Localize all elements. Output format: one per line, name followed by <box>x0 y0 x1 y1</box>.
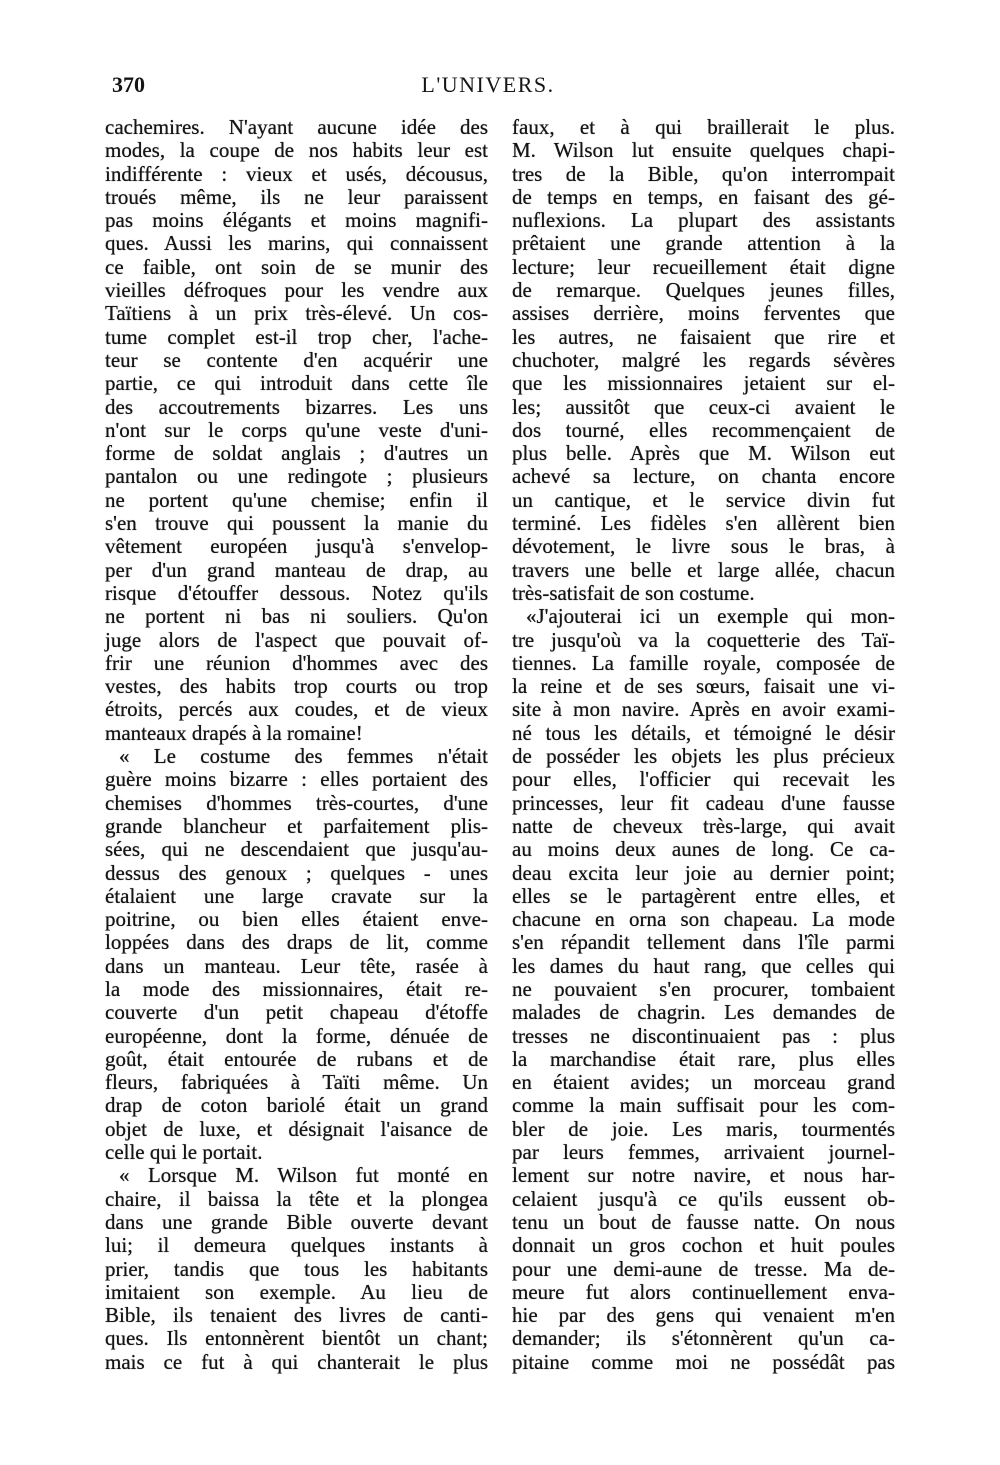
text-line: Bible, ils tenaient des livres de canti- <box>105 1303 488 1328</box>
running-title: L'UNIVERS. <box>421 72 555 97</box>
text-line: grande blancheur et parfaitement plis- <box>105 813 488 838</box>
text-line: par leurs femmes, arrivaient journel- <box>512 1140 895 1165</box>
text-line: goût, était entourée de rubans et de <box>105 1046 488 1071</box>
running-title-wrap <box>0 72 1000 98</box>
paragraph <box>105 745 488 1164</box>
text-line: chuchoter, malgré les regards sévères <box>512 347 895 372</box>
left-column <box>105 116 488 1374</box>
text-line: de temps en temps, en faisant des gé- <box>512 184 895 209</box>
text-line: de posséder les objets les plus précieux <box>512 744 895 769</box>
text-line: que les missionnaires jetaient sur el- <box>512 371 895 396</box>
text-line: Taïtiens à un prix très-élevé. Un cos- <box>105 301 488 326</box>
text-line: site à mon navire. Après en avoir exami- <box>512 697 895 722</box>
text-line: dans une grande Bible ouverte devant <box>105 1209 488 1234</box>
text-line: pour une demi-aune de tresse. Ma de- <box>512 1256 895 1281</box>
text-line: la marchandise était rare, plus elles <box>512 1046 895 1071</box>
text-line: vestes, des habits trop courts ou trop <box>105 674 488 699</box>
text-line: objet de luxe, et désignait l'aisance de <box>105 1116 488 1141</box>
text-line: européenne, dont la forme, dénuée de <box>105 1023 488 1048</box>
text-line: ques. Ils entonnèrent bientôt un chant; <box>105 1326 488 1351</box>
text-line: tresses ne discontinuaient pas : plus <box>512 1023 895 1048</box>
text-line: cachemires. N'ayant aucune idée des <box>105 115 488 139</box>
text-line: risque d'étouffer dessous. Notez qu'ils <box>105 580 488 605</box>
right-column <box>512 116 895 1374</box>
text-line: juge alors de l'aspect que pouvait of- <box>105 627 488 652</box>
text-line: des accoutrements bizarres. Les uns <box>105 394 488 419</box>
text-line: ne pouvaient s'en procurer, tombaient <box>512 976 895 1001</box>
text-line: « Le costume des femmes n'était <box>119 744 488 769</box>
text-line: dos tourné, elles recommençaient de <box>512 417 895 442</box>
text-line: lement sur notre navire, et nous har- <box>512 1163 895 1188</box>
text-line: prier, tandis que tous les habitants <box>105 1256 488 1281</box>
text-line: ne portent ni bas ni souliers. Qu'on <box>105 604 488 629</box>
text-line: les autres, ne faisaient que rire et <box>512 324 895 349</box>
text-line: forme de soldat anglais ; d'autres un <box>105 441 488 466</box>
text-line: pour elles, l'officier qui recevait les <box>512 767 895 792</box>
text-line: bler de joie. Les maris, tourmentés <box>512 1116 895 1141</box>
text-line: natte de cheveux très-large, qui avait <box>512 813 895 838</box>
paragraph <box>105 116 488 745</box>
text-line: M. Wilson lut ensuite quelques chapi- <box>512 138 895 163</box>
text-line: pantalon ou une redingote ; plusieurs <box>105 464 488 489</box>
text-line: imitaient son exemple. Au lieu de <box>105 1279 488 1304</box>
text-line: ques. Aussi les marins, qui connaissent <box>105 231 488 256</box>
text-line: un cantique, et le service divin fut <box>512 487 895 512</box>
text-line: prêtaient une grande attention à la <box>512 231 895 256</box>
text-line: couverte d'un petit chapeau d'étoffe <box>105 1000 488 1025</box>
text-line: loppées dans des draps de lit, comme <box>105 930 488 955</box>
text-line: dessus des genoux ; quelques - unes <box>105 860 488 885</box>
paragraph <box>512 605 895 1374</box>
text-line: s'en répandit tellement dans l'île parmi <box>512 930 895 955</box>
text-line: nuflexions. La plupart des assistants <box>512 208 895 233</box>
text-line: plus belle. Après que M. Wilson eut <box>512 441 895 466</box>
text-line: lui; il demeura quelques instants à <box>105 1233 488 1258</box>
text-line: assises derrière, moins ferventes que <box>512 301 895 326</box>
text-line: chemises d'hommes très-courtes, d'une <box>105 790 488 815</box>
text-line: n'ont sur le corps qu'une veste d'uni- <box>105 417 488 442</box>
text-line: comme la main suffisait pour les com- <box>512 1093 895 1118</box>
text-line: chaire, il baissa la tête et la plongea <box>105 1186 488 1211</box>
paragraph <box>105 1164 488 1374</box>
text-line: la reine et de ses sœurs, faisait une vi- <box>512 674 895 699</box>
text-line: «J'ajouterai ici un exemple qui mon- <box>526 604 895 629</box>
text-line: deau excita leur joie au dernier point; <box>512 860 895 885</box>
text-line: mais ce fut à qui chanterait le plus <box>105 1349 488 1374</box>
text-line: elles se le partagèrent entre elles, et <box>512 883 895 908</box>
text-line: modes, la coupe de nos habits leur est <box>105 138 488 163</box>
text-line: indifférente : vieux et usés, décousus, <box>105 161 488 186</box>
text-line: hie par des gens qui venaient m'en <box>512 1303 895 1328</box>
text-line: tume complet est-il trop cher, l'ache- <box>105 324 488 349</box>
text-line: faux, et à qui braillerait le plus. <box>512 115 895 139</box>
text-line: partie, ce qui introduit dans cette île <box>105 371 488 396</box>
text-line: « Lorsque M. Wilson fut monté en <box>119 1163 488 1188</box>
text-line: les; aussitôt que ceux-ci avaient le <box>512 394 895 419</box>
text-line: dévotement, le livre sous le bras, à <box>512 534 895 559</box>
text-line: drap de coton bariolé était un grand <box>105 1093 488 1118</box>
text-line: troués même, ils ne leur paraissent <box>105 184 488 209</box>
text-line: meure fut alors continuellement enva- <box>512 1279 895 1304</box>
text-line: ne portent qu'une chemise; enfin il <box>105 487 488 512</box>
text-line: étalaient une large cravate sur la <box>105 883 488 908</box>
text-line: étroits, percés aux coudes, et de vieux <box>105 697 488 722</box>
text-line: sées, qui ne descendaient que jusqu'au- <box>105 837 488 862</box>
text-line: au moins deux aunes de long. Ce ca- <box>512 837 895 862</box>
text-line: malades de chagrin. Les demandes de <box>512 1000 895 1025</box>
text-line: les dames du haut rang, que celles qui <box>512 953 895 978</box>
text-line: achevé sa lecture, on chanta encore <box>512 464 895 489</box>
text-line: princesses, leur fit cadeau d'une fausse <box>512 790 895 815</box>
text-line: fleurs, fabriquées à Taïti même. Un <box>105 1070 488 1095</box>
text-line: chacune en orna son chapeau. La mode <box>512 907 895 932</box>
text-line: en étaient avides; un morceau grand <box>512 1070 895 1095</box>
text-line: tenu un bout de fausse natte. On nous <box>512 1209 895 1234</box>
text-line: frir une réunion d'hommes avec des <box>105 650 488 675</box>
text-line: donnait un gros cochon et huit poules <box>512 1233 895 1258</box>
text-line: per d'un grand manteau de drap, au <box>105 557 488 582</box>
text-line: la mode des missionnaires, était re- <box>105 976 488 1001</box>
text-line: tre jusqu'où va la coquetterie des Taï- <box>512 627 895 652</box>
text-line: celle qui le portait. <box>105 1140 263 1165</box>
text-line: vêtement européen jusqu'à s'envelop- <box>105 534 488 559</box>
text-line: terminé. Les fidèles s'en allèrent bien <box>512 511 895 536</box>
text-line: manteaux drapés à la romaine! <box>105 720 363 745</box>
text-line: travers une belle et large allée, chacun <box>512 557 895 582</box>
text-line: pas moins élégants et moins magnifi- <box>105 208 488 233</box>
text-line: teur se contente d'en acquérir une <box>105 347 488 372</box>
text-line: guère moins bizarre : elles portaient des <box>105 767 488 792</box>
text-line: dans un manteau. Leur tête, rasée à <box>105 953 488 978</box>
text-line: demander; ils s'étonnèrent qu'un ca- <box>512 1326 895 1351</box>
paragraph <box>512 116 895 605</box>
text-line: pitaine comme moi ne possédât pas <box>512 1349 895 1374</box>
text-line: s'en trouve qui poussent la manie du <box>105 511 488 536</box>
text-line: de remarque. Quelques jeunes filles, <box>512 278 895 303</box>
text-line: ce faible, ont soin de se munir des <box>105 254 488 279</box>
text-line: tiennes. La famille royale, composée de <box>512 650 895 675</box>
text-line: vieilles défroques pour les vendre aux <box>105 278 488 303</box>
text-line: celaient jusqu'à ce qu'ils eussent ob- <box>512 1186 895 1211</box>
text-line: né tous les détails, et témoigné le désir <box>512 720 895 745</box>
text-line: très-satisfait de son costume. <box>512 580 755 605</box>
text-line: tres de la Bible, qu'on interrompait <box>512 161 895 186</box>
page-number: 370 <box>112 72 145 97</box>
text-line: poitrine, ou bien elles étaient enve- <box>105 907 488 932</box>
text-line: lecture; leur recueillement était digne <box>512 254 895 279</box>
